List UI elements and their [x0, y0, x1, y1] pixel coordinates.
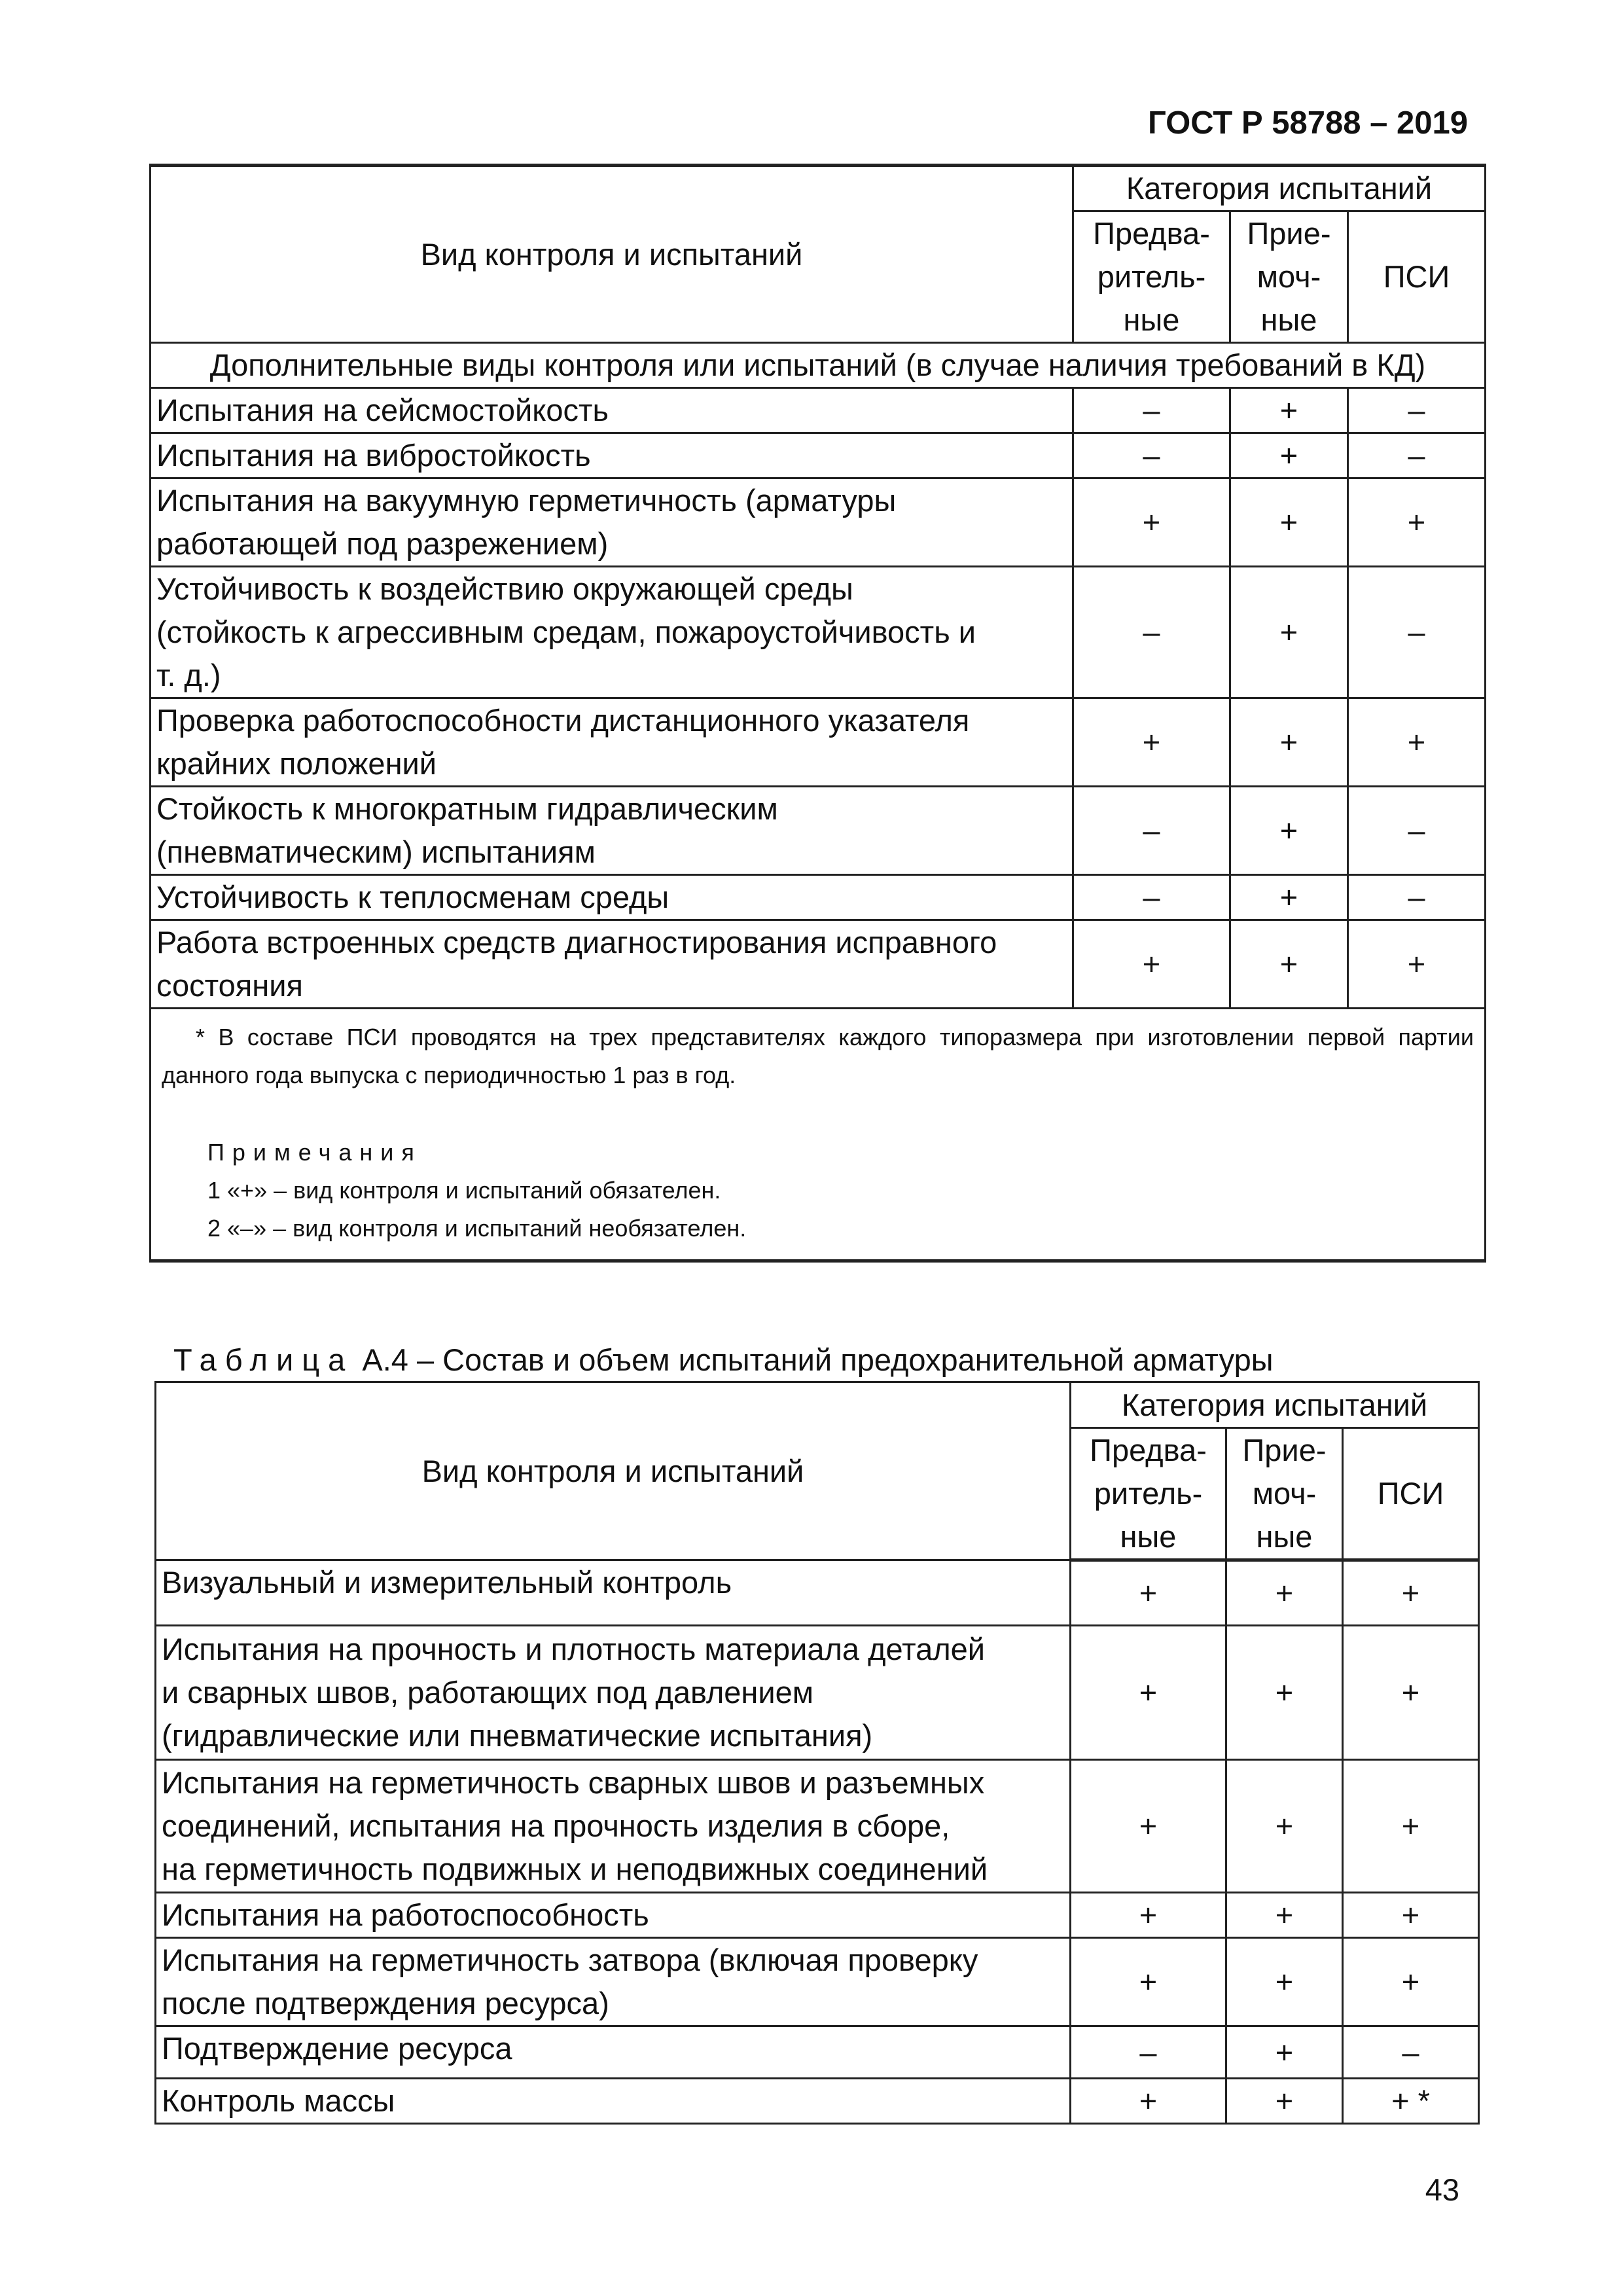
cell-prelim: + [1071, 1938, 1226, 2026]
row-label: Контроль массы [156, 2079, 1071, 2124]
cell-psi: + [1343, 1760, 1479, 1893]
cell-accept: + [1230, 875, 1348, 920]
cell-accept: + [1226, 2026, 1343, 2079]
table-caption [173, 1342, 1274, 1378]
table-footer-notes [151, 1009, 1486, 1261]
column-header-type: Вид контроля и испытаний [156, 1382, 1071, 1560]
row-label: Испытания на прочность и плотность материала деталей и сварных швов, работающих под давлением (гидравлические или пневматические испытания) [156, 1626, 1071, 1760]
cell-accept: + [1226, 1760, 1343, 1893]
table-row [156, 2079, 1479, 2124]
cell-accept: + [1226, 1938, 1343, 2026]
cell-prelim: + [1073, 698, 1230, 787]
column-header-accept: Прие- моч- ные [1226, 1428, 1343, 1560]
cell-prelim: + [1071, 1760, 1226, 1893]
row-label: Устойчивость к теплосменам среды [151, 875, 1073, 920]
cell-psi: – [1348, 875, 1486, 920]
cell-accept: + [1230, 388, 1348, 433]
cell-prelim: + [1071, 1626, 1226, 1760]
row-label: Проверка работоспособности дистанционного указателя крайних положений [151, 698, 1073, 787]
cell-prelim: + [1071, 1560, 1226, 1626]
cell-prelim: – [1073, 433, 1230, 478]
table-1 [149, 164, 1486, 1263]
cell-accept: + [1226, 2079, 1343, 2124]
cell-prelim: + [1071, 2079, 1226, 2124]
cell-psi: + [1343, 1626, 1479, 1760]
cell-prelim: – [1073, 388, 1230, 433]
note-item: 1 «+» – вид контроля и испытаний обязателен. [207, 1177, 721, 1204]
cell-accept: + [1230, 567, 1348, 698]
table-2 [154, 1381, 1480, 2125]
cell-psi: + [1343, 1893, 1479, 1938]
column-header-psi: ПСИ [1348, 211, 1486, 343]
table-row [151, 388, 1486, 433]
table-row [156, 1938, 1479, 2026]
cell-psi: + [1343, 1560, 1479, 1626]
footnote: * В составе ПСИ проводятся на трех представителях каждого типоразмера при изготовлении первой партии данного года выпуска с периодичностью 1 раз в год. [162, 1024, 1474, 1088]
cell-accept: + [1230, 920, 1348, 1009]
row-label: Устойчивость к воздействию окружающей среды (стойкость к агрессивным средам, пожароустойчивость и т. д.) [151, 567, 1073, 698]
table-row [156, 1626, 1479, 1760]
cell-psi: + * [1343, 2079, 1479, 2124]
table-caption-title: А.4 – Состав и объем испытаний предохранительной арматуры [353, 1342, 1274, 1377]
table-row [151, 567, 1486, 698]
row-label: Испытания на вакуумную герметичность (арматуры работающей под разрежением) [151, 478, 1073, 567]
cell-prelim: – [1073, 875, 1230, 920]
cell-prelim: + [1071, 1893, 1226, 1938]
column-header-type: Вид контроля и испытаний [151, 166, 1073, 343]
cell-psi: – [1348, 433, 1486, 478]
cell-psi: – [1348, 388, 1486, 433]
cell-accept: + [1230, 787, 1348, 875]
column-header-category: Категория испытаний [1073, 166, 1486, 211]
section-title: Дополнительные виды контроля или испытаний (в случае наличия требований в КД) [151, 343, 1486, 388]
cell-psi: – [1348, 567, 1486, 698]
row-label: Стойкость к многократным гидравлическим (пневматическим) испытаниям [151, 787, 1073, 875]
row-label: Испытания на работоспособность [156, 1893, 1071, 1938]
row-label: Подтверждение ресурса [156, 2026, 1071, 2079]
page-number: 43 [1425, 2172, 1459, 2207]
table-row [151, 433, 1486, 478]
column-header-prelim: Предва- ритель- ные [1071, 1428, 1226, 1560]
cell-accept: + [1226, 1560, 1343, 1626]
table-row [151, 478, 1486, 567]
table-row [151, 920, 1486, 1009]
cell-prelim: – [1071, 2026, 1226, 2079]
column-header-accept: Прие- моч- ные [1230, 211, 1348, 343]
cell-psi: – [1348, 787, 1486, 875]
column-header-prelim: Предва- ритель- ные [1073, 211, 1230, 343]
notes-title: Примечания [207, 1139, 422, 1166]
column-header-psi: ПСИ [1343, 1428, 1479, 1560]
cell-prelim: + [1073, 478, 1230, 567]
row-label: Визуальный и измерительный контроль [156, 1560, 1071, 1626]
cell-psi: + [1343, 1938, 1479, 2026]
table-row [151, 875, 1486, 920]
cell-psi: + [1348, 920, 1486, 1009]
table-row [151, 787, 1486, 875]
table-caption-prefix: Таблица [173, 1342, 354, 1377]
cell-accept: + [1230, 433, 1348, 478]
cell-prelim: – [1073, 567, 1230, 698]
document-code: ГОСТ Р 58788 – 2019 [1148, 105, 1468, 141]
column-header-category: Категория испытаний [1071, 1382, 1479, 1428]
cell-accept: + [1230, 698, 1348, 787]
row-label: Испытания на вибростойкость [151, 433, 1073, 478]
table-row [156, 2026, 1479, 2079]
cell-psi: – [1343, 2026, 1479, 2079]
cell-accept: + [1226, 1893, 1343, 1938]
cell-psi: + [1348, 478, 1486, 567]
note-item: 2 «–» – вид контроля и испытаний необязателен. [207, 1215, 747, 1242]
row-label: Испытания на герметичность затвора (включая проверку после подтверждения ресурса) [156, 1938, 1071, 2026]
cell-prelim: + [1073, 920, 1230, 1009]
cell-psi: + [1348, 698, 1486, 787]
row-label: Работа встроенных средств диагностирования исправного состояния [151, 920, 1073, 1009]
row-label: Испытания на герметичность сварных швов и разъемных соединений, испытания на прочность изделия в сборе, на герметичность подвижных и неподвижных соединений [156, 1760, 1071, 1893]
table-row [156, 1893, 1479, 1938]
table-row [156, 1760, 1479, 1893]
table-row [151, 698, 1486, 787]
cell-prelim: – [1073, 787, 1230, 875]
cell-accept: + [1226, 1626, 1343, 1760]
table-row [156, 1560, 1479, 1626]
cell-accept: + [1230, 478, 1348, 567]
row-label: Испытания на сейсмостойкость [151, 388, 1073, 433]
